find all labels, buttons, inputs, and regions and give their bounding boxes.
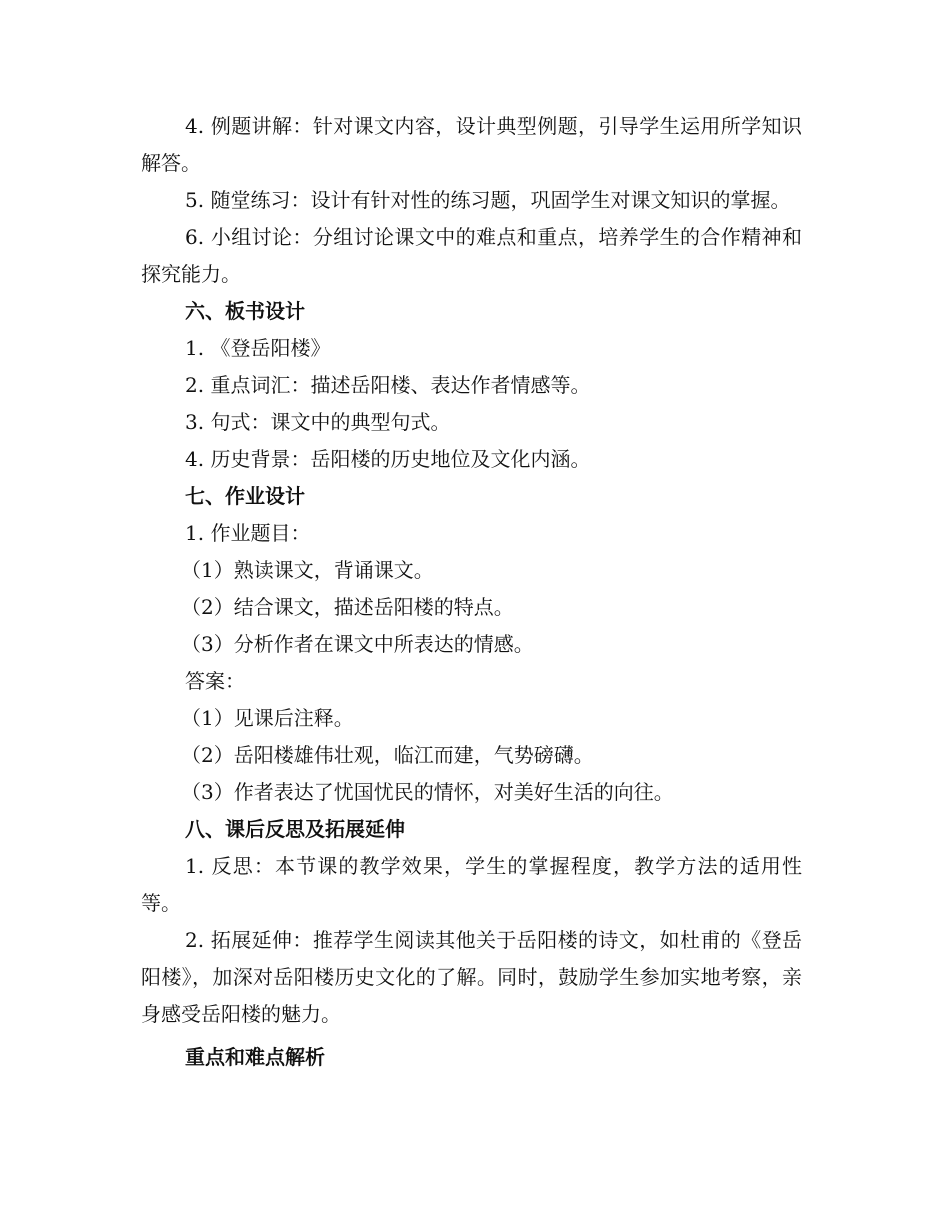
list-item: （1）见课后注释。	[181, 706, 354, 730]
paragraph-reflection: 1. 反思：本节课的教学效果，学生的掌握程度，教学方法的适用性等。	[141, 854, 802, 915]
section-heading-reflection-extension: 八、课后反思及拓展延伸	[185, 817, 405, 841]
list-item: 3. 句式：课文中的典型句式。	[185, 410, 451, 434]
list-item: （1）熟读课文，背诵课文。	[181, 558, 434, 582]
paragraph-example-explanation: 4. 例题讲解：针对课文内容，设计典型例题，引导学生运用所学知识解答。	[141, 114, 802, 175]
list-item: 4. 历史背景：岳阳楼的历史地位及文化内涵。	[185, 447, 591, 471]
section-heading-board-design: 六、板书设计	[185, 299, 305, 323]
list-item: 1. 《登岳阳楼》	[185, 336, 331, 360]
paragraph-group-discussion: 6. 小组讨论：分组讨论课文中的难点和重点，培养学生的合作精神和探究能力。	[141, 225, 802, 286]
list-item: （3）分析作者在课文中所表达的情感。	[181, 632, 534, 656]
list-item: 1. 作业题目：	[185, 521, 311, 545]
list-item: 2. 重点词汇：描述岳阳楼、表达作者情感等。	[185, 373, 591, 397]
list-item: （2）结合课文，描述岳阳楼的特点。	[181, 595, 514, 619]
paragraph-classroom-practice: 5. 随堂练习：设计有针对性的练习题，巩固学生对课文知识的掌握。	[185, 188, 791, 212]
answer-label: 答案：	[185, 669, 245, 693]
section-heading-key-difficult-points: 重点和难点解析	[185, 1045, 325, 1069]
list-item: （2）岳阳楼雄伟壮观，临江而建，气势磅礴。	[181, 743, 594, 767]
section-heading-homework-design: 七、作业设计	[185, 484, 305, 508]
list-item: （3）作者表达了忧国忧民的情怀，对美好生活的向往。	[181, 780, 674, 804]
paragraph-extension: 2. 拓展延伸：推荐学生阅读其他关于岳阳楼的诗文，如杜甫的《登岳阳楼》，加深对岳阳楼历史文化的了解。同时，鼓励学生参加实地考察，亲身感受岳阳楼的魅力。	[141, 928, 802, 1026]
